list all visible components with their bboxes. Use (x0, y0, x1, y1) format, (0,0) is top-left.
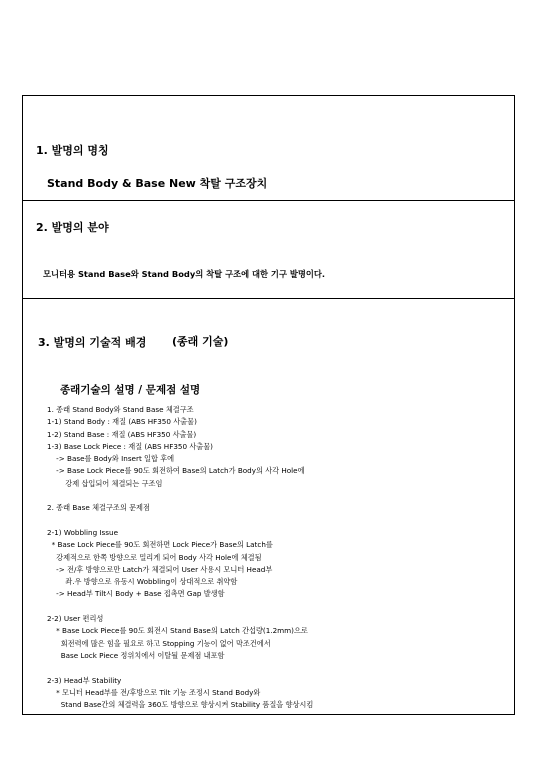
body-line: 2-1) Wobbling Issue (47, 527, 119, 537)
body-line: 강제적으로 한쪽 방향으로 밀리게 되어 Body 사각 Hole에 체결됨 (47, 552, 262, 562)
body-line: -> Base Lock Piece를 90도 회전하여 Base의 Latch가 Body의 사각 Hole에 (47, 466, 305, 476)
section1-heading: 1. 발명의 명칭 (36, 144, 109, 157)
body-line: -> Head부 Tilt시 Body + Base 접촉면 Gap 발생함 (47, 589, 225, 599)
body-line: 강제 삽입되어 체결되는 구조임 (47, 478, 163, 488)
section2-body: 모니터용 Stand Base와 Stand Body의 착탈 구조에 대한 기구 발명이다. (43, 269, 326, 279)
body-line: 좌.우 방향으로 유동시 Wobbling이 상대적으로 취약함 (47, 577, 238, 587)
body-line: Stand Base간의 체결력을 360도 방향으로 향상시켜 Stability 품질을 향상시킴 (47, 700, 314, 710)
body-line: 1-2) Stand Base : 재질 (ABS HF350 사출물) (47, 429, 197, 439)
body-line: 2. 종래 Base 체결구조의 문제점 (47, 503, 150, 513)
body-line: 1. 종래 Stand Body와 Stand Base 체결구조 (47, 405, 194, 414)
body-line: Base Lock Piece 정위치에서 이탈될 문제점 내포함 (47, 650, 225, 660)
body-line: * Base Lock Piece를 90도 회전하면 Lock Piece가 Base의 Latch를 (47, 540, 273, 550)
body-line: * 모니터 Head부를 전/후방으로 Tilt 기능 조정시 Stand Body와 (47, 687, 261, 697)
body-line: -> Base를 Body와 Insert 일합 후에 (47, 454, 175, 464)
body-line (47, 490, 313, 502)
body-line (47, 515, 313, 527)
divider-1 (23, 200, 514, 201)
body-line: 2-2) User 편리성 (47, 614, 104, 624)
body-line: 회전력에 많은 힘을 필요로 하고 Stopping 기능이 없어 막조건에서 (47, 638, 271, 648)
invention-title: Stand Body & Base New 착탈 구조장치 (47, 177, 268, 190)
prior-art-body (47, 404, 313, 711)
body-line: * Base Lock Piece를 90도 회전시 Stand Base의 Latch 간섭량(1.2mm)으로 (47, 626, 308, 636)
body-line (47, 601, 313, 613)
section3-heading-note: (종래 기술) (172, 335, 229, 348)
body-line (47, 662, 313, 674)
divider-2 (23, 298, 514, 299)
section2-heading: 2. 발명의 분야 (36, 221, 109, 234)
body-line: 1-3) Base Lock Piece : 재질 (ABS HF350 사출물) (47, 441, 213, 451)
body-line: 2-3) Head부 Stability (47, 675, 122, 685)
body-line: 1-1) Stand Body : 재질 (ABS HF350 사출물) (47, 417, 197, 427)
body-line: -> 전/후 방향으로만 Latch가 체결되어 User 사용시 모니터 Head부 (47, 564, 273, 574)
prior-art-subheading: 종래기술의 설명 / 문제점 설명 (60, 384, 201, 396)
section3-heading: 3. 발명의 기술적 배경 (38, 336, 147, 349)
